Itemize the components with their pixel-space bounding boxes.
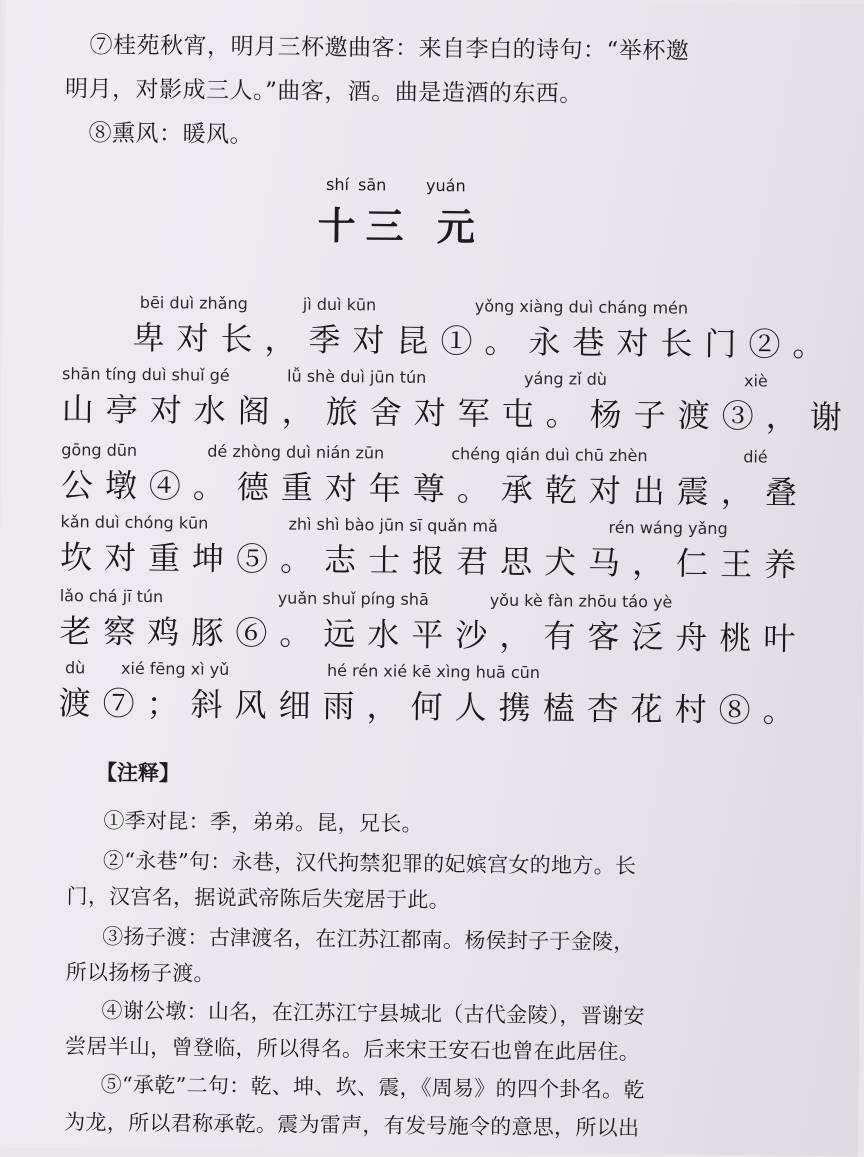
verse-pinyin: yǒng xiàng duì cháng mén: [474, 296, 689, 318]
verse-row: [61, 440, 822, 522]
verse-pinyin: xiè: [743, 371, 768, 391]
verse-row: [61, 364, 854, 446]
verse-pinyin: dé zhòng duì nián zūn: [207, 441, 385, 463]
verse-text: 山亭对水阁，旅舍对军屯。杨子渡③，谢: [61, 390, 854, 437]
verse-pinyin: rén wáng yǎng: [608, 517, 728, 539]
title-pinyin-3: yuán: [425, 175, 466, 196]
verse-row: [58, 658, 819, 740]
prev-note-line-1: ⑦桂苑秋宵，明月三杯邀曲客：来自李白的诗句：“举杯邀: [89, 32, 690, 65]
verse-row: [62, 292, 837, 374]
verse-pinyin: gōng dūn: [61, 440, 138, 460]
prev-note-line-3: ⑧熏风：暖风。: [88, 120, 254, 149]
verse-pinyin: yǒu kè fàn zhōu táo yè: [489, 590, 673, 612]
prev-note-line-2: 明月，对影成三人。”曲客，酒。曲是造酒的东西。: [64, 76, 583, 108]
verse-pinyin: yáng zǐ dù: [523, 368, 608, 389]
verse-row: [60, 512, 821, 594]
verse-text: 老察鸡豚⑥。远水平沙，有客泛舟桃叶: [59, 612, 808, 658]
verse-pinyin: zhì shì bào jūn sī quǎn mǎ: [288, 514, 498, 536]
verse-text: 坎对重坤⑤。志士报君思犬马，仁王养: [59, 538, 809, 584]
annotation-line: 门，汉宫名，据说武帝陈后失宠居于此。: [66, 884, 451, 913]
verse-pinyin: kǎn duì chóng kūn: [60, 512, 209, 533]
annotation-line: ⑤“承乾”二句：乾、坤、坎、震，《周易》的四个卦名。乾: [100, 1072, 645, 1103]
verse-pinyin: shān tíng duì shuǐ gé: [61, 364, 230, 385]
verse-text: 渡⑦；斜风细雨，何人携榼杏花村⑧。: [58, 684, 807, 730]
title-pinyin-1: shí: [325, 174, 350, 195]
annotation-line: 尝居半山，曾登临，所以得名。后来宋王安石也曾在此居住。: [64, 1034, 641, 1065]
annotation-line: ②“永巷”句：永巷，汉代拘禁犯罪的妃嫔宫女的地方。长: [102, 848, 637, 879]
title-pinyin-2: sān: [357, 175, 387, 195]
annotation-heading: 【注释】: [95, 759, 181, 786]
verse-pinyin: xié fēng xì yǔ: [120, 658, 230, 679]
verse-text: 卑对长，季对昆①。永巷对长门②。: [132, 318, 837, 365]
verse-text: 公墩④。德重对年尊。承乾对出震，叠: [60, 466, 810, 512]
verse-pinyin: lǎo chá jī tún: [59, 586, 164, 607]
annotation-line: ①季对昆：季，弟弟。昆，兄长。: [103, 808, 424, 836]
verse-pinyin: dù: [64, 658, 86, 678]
verse-pinyin: dié: [743, 447, 768, 467]
verse-pinyin: lǚ shè duì jūn tún: [286, 366, 427, 387]
verse-row: [59, 586, 820, 668]
annotation-line: 为龙，所以君称承乾。震为雷声，有发号施令的意思，所以出: [64, 1110, 640, 1141]
verse-pinyin: bēi duì zhǎng: [139, 292, 248, 314]
annotation-line: 所以扬杨子渡。: [65, 960, 216, 986]
annotation-line: ③扬子渡：古津渡名，在江苏江都南。杨侯封子于金陵，: [102, 924, 635, 955]
verse-pinyin: jì duì kūn: [302, 294, 377, 315]
verse-pinyin: yuǎn shuǐ píng shā: [277, 588, 429, 609]
section-title: 十三 元: [317, 202, 486, 250]
verse-pinyin: chéng qián duì chū zhèn: [451, 444, 648, 466]
title-pinyin: [325, 174, 476, 196]
verse-pinyin: hé rén xié kē xìng huā cūn: [326, 660, 541, 683]
annotation-line: ④谢公墩：山名，在江苏江宁县城北（古代金陵），晋谢安: [101, 998, 645, 1029]
